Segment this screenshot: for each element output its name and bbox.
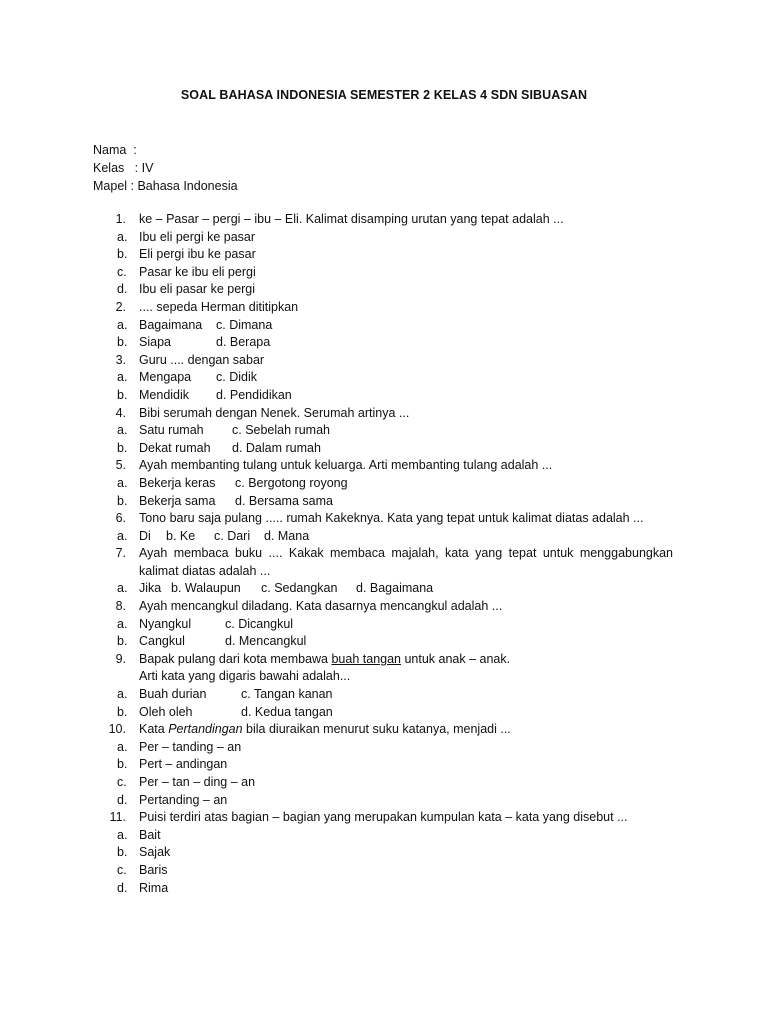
option-row-9ac: a. Buah durian c. Tangan kanan — [117, 687, 333, 702]
question-4: 4. Bibi serumah dengan Nenek. Serumah artinya ... — [115, 405, 410, 420]
mapel-line: Mapel : Bahasa Indonesia — [93, 179, 238, 193]
question-3: 3. Guru .... dengan sabar — [115, 352, 265, 367]
question-text: Ayah membaca buku .... Kakak membaca majalah, kata yang tepat untuk menggabungkan kalimat diatas adalah ... — [139, 546, 673, 578]
question-7: 7. Ayah membaca buku .... Kakak membaca majalah, kata yang tepat untuk menggabungkan kalimat diatas adalah ... — [93, 545, 683, 580]
option-11a: a. Bait — [117, 827, 161, 842]
question-9-line2: Arti kata yang digaris bawahi adalah... — [139, 669, 351, 684]
option-row-6: a. Di b. Ke c. Dari d. Mana — [117, 528, 310, 543]
question-text: Ayah membanting tulang untuk keluarga. Arti membanting tulang adalah ... — [139, 458, 553, 473]
underlined-phrase: buah tangan — [331, 651, 401, 666]
option-row-9bd: b. Oleh oleh d. Kedua tangan — [117, 704, 333, 719]
option-10a: a. Per – tanding – an — [117, 739, 242, 754]
italic-word: Pertandingan — [168, 722, 243, 737]
nama-line: Nama : — [93, 143, 137, 157]
question-text: ke – Pasar – pergi – ibu – Eli. Kalimat disamping urutan yang tepat adalah ... — [139, 212, 564, 226]
student-info — [93, 141, 238, 195]
option-1d: d. Ibu eli pasar ke pergi — [117, 282, 256, 297]
option-row-7: a. Jika b. Walaupun c. Sedangkan d. Bagaimana — [117, 581, 434, 596]
option-row-2bd: b. Siapa d. Berapa — [117, 335, 271, 350]
question-11: 11. Puisi terdiri atas bagian – bagian yang merupakan kumpulan kata – kata yang disebut ... — [109, 810, 628, 825]
option-row-5bd: b. Bekerja sama d. Bersama sama — [117, 493, 333, 508]
option-10d: d. Pertanding – an — [117, 792, 228, 807]
page-title: SOAL BAHASA INDONESIA SEMESTER 2 KELAS 4 SDN SIBUASAN — [180, 88, 588, 102]
option-row-5ac: a. Bekerja keras c. Bergotong royong — [117, 475, 348, 490]
option-row-4bd: b. Dekat rumah d. Dalam rumah — [117, 440, 321, 455]
option-11d: d. Rima — [117, 880, 169, 895]
question-text: Ayah mencangkul diladang. Kata dasarnya mencangkul adalah ... — [139, 599, 503, 614]
option-row-8ac: a. Nyangkul c. Dicangkul — [117, 616, 294, 631]
question-6: 6. Tono baru saja pulang ..... rumah Kakeknya. Kata yang tepat untuk kalimat diatas adalah ... — [115, 511, 644, 526]
option-10b: b. Pert – andingan — [117, 757, 228, 772]
option-11b: b. Sajak — [117, 845, 171, 860]
question-text: Bapak pulang dari kota membawa buah tangan untuk anak – anak. — [139, 651, 511, 666]
option-row-8bd: b. Cangkul d. Mencangkul — [117, 634, 307, 649]
option-11c: c. Baris — [117, 862, 168, 877]
question-9: 9. Bapak pulang dari kota membawa buah tangan untuk anak – anak. — [115, 651, 511, 666]
question-1: 1. ke – Pasar – pergi – ibu – Eli. Kalimat disamping urutan yang tepat adalah ... — [115, 212, 564, 226]
question-text: Bibi serumah dengan Nenek. Serumah artinya ... — [139, 405, 410, 420]
option-1b: b. Eli pergi ibu ke pasar — [117, 247, 256, 262]
option-row-2ac: a. Bagaimana c. Dimana — [117, 317, 273, 332]
option-1a: a. Ibu eli pergi ke pasar — [117, 229, 256, 244]
option-row-4ac: a. Satu rumah c. Sebelah rumah — [117, 423, 330, 438]
option-row-3bd: b. Mendidik d. Pendidikan — [117, 387, 292, 402]
question-text: Kata Pertandingan bila diuraikan menurut suku katanya, menjadi ... — [139, 722, 511, 737]
option-10c: c. Per – tan – ding – an — [117, 775, 256, 789]
option-1c: c. Pasar ke ibu eli pergi — [117, 264, 256, 279]
question-text: .... sepeda Herman dititipkan — [139, 299, 299, 314]
question-text: Puisi terdiri atas bagian – bagian yang merupakan kumpulan kata – kata yang disebut ... — [139, 810, 628, 825]
question-text: Tono baru saja pulang ..... rumah Kakeknya. Kata yang tepat untuk kalimat diatas adalah ... — [139, 511, 644, 526]
option-row-3ac: a. Mengapa c. Didik — [117, 370, 257, 385]
question-10: 10. Kata Pertandingan bila diuraikan menurut suku katanya, menjadi ... — [108, 722, 511, 737]
question-5: 5. Ayah membanting tulang untuk keluarga. Arti membanting tulang adalah ... — [115, 458, 553, 473]
kelas-line: Kelas : IV — [93, 161, 154, 175]
question-2: 2. .... sepeda Herman dititipkan — [115, 299, 299, 314]
question-list — [93, 211, 683, 897]
question-8: 8. Ayah mencangkul diladang. Kata dasarnya mencangkul adalah ... — [115, 599, 503, 614]
question-text: Guru .... dengan sabar — [139, 352, 265, 367]
